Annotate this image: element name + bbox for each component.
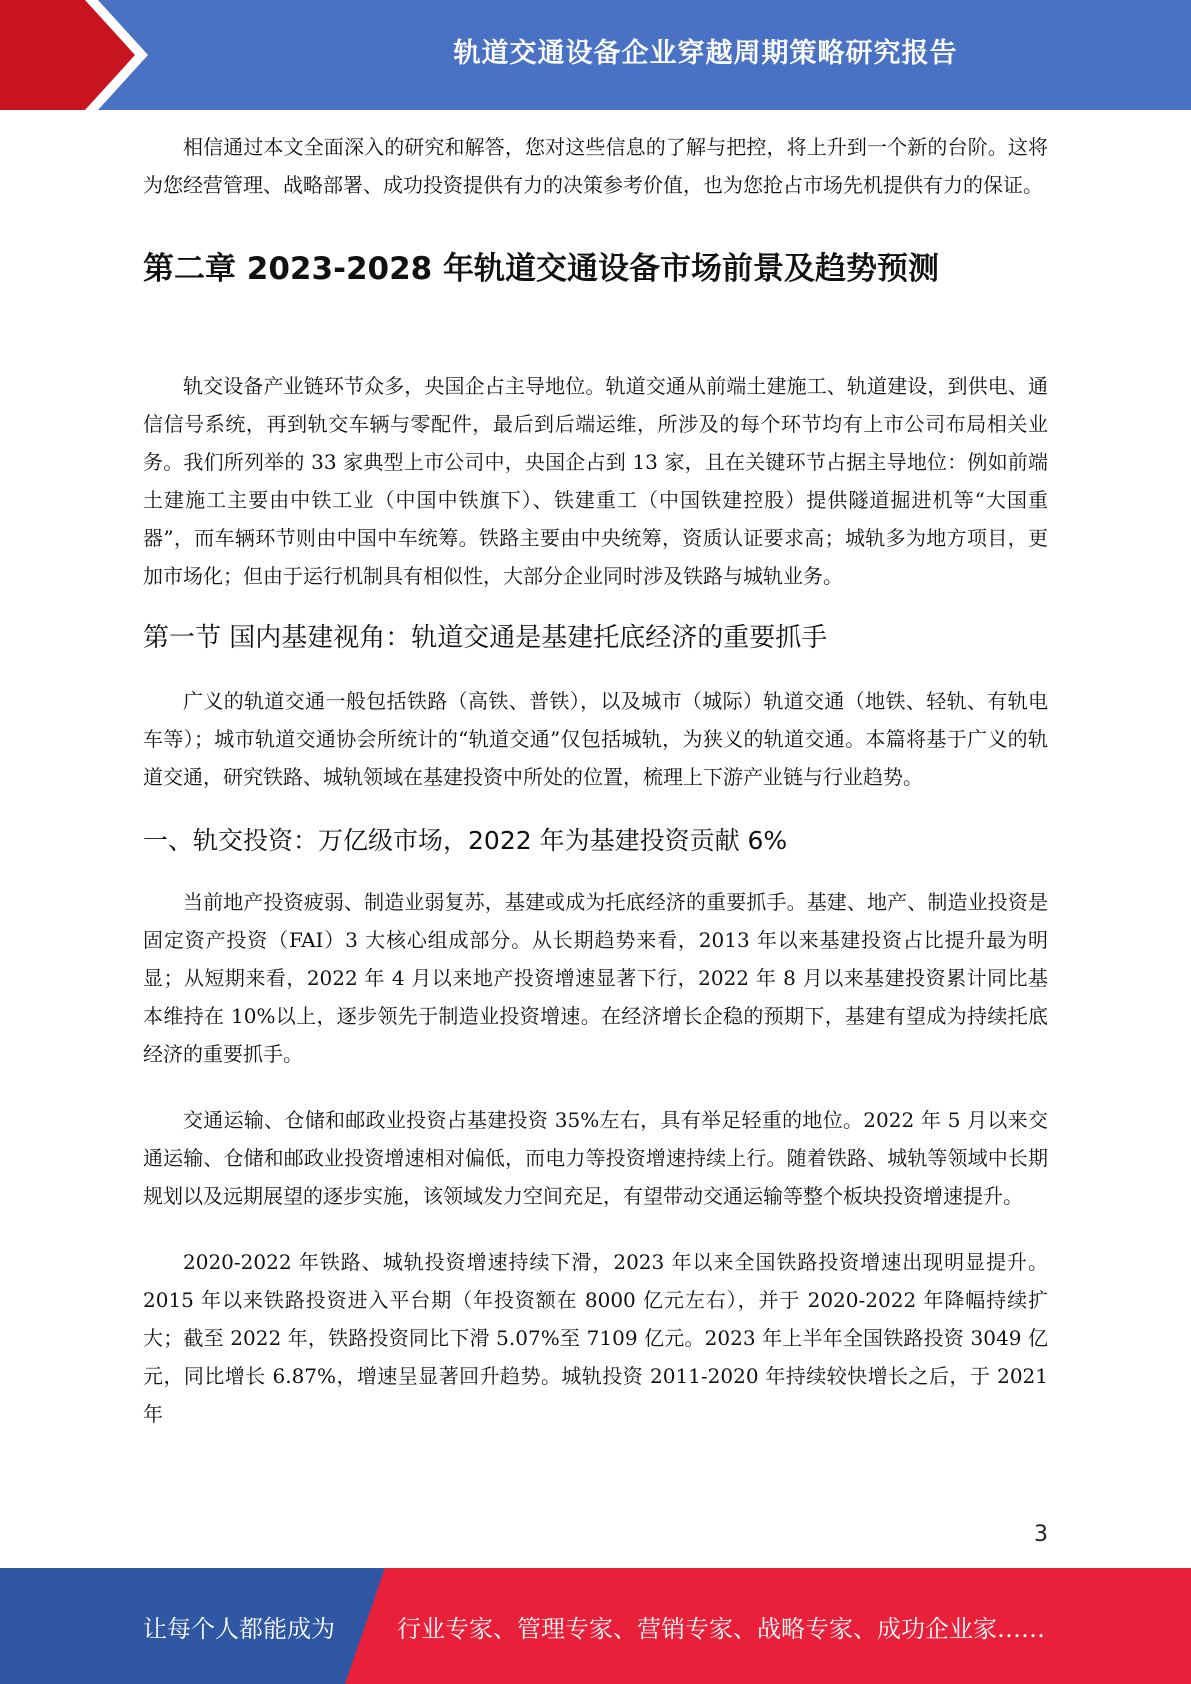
page-header [0,0,1191,110]
section-paragraph: 广义的轨道交通一般包括铁路（高铁、普铁），以及城市（城际）轨道交通（地铁、轻轨、有轨电车等）；城市轨道交通协会所统计的“轨道交通”仅包括城轨，为狭义的轨道交通。本篇将基于广义的轨道交通，研究铁路、城轨领域在基建投资中所处的位置，梳理上下游产业链与行业趋势。 [143,689,1048,789]
subsection-paragraph: 交通运输、仓储和邮政业投资占基建投资 35%左右，具有举足轻重的地位。2022 年 5 月以来交通运输、仓储和邮政业投资增速相对偏低，而电力等投资增速持续上行。随着铁路、城轨等领域中长期规划以及远期展望的逐步实施，该领域发力空间充足，有望带动交通运输等整个板块投资增速提升。 [143,1108,1048,1208]
page-number: 3 [1034,1522,1048,1547]
subsection-paragraph: 2020-2022 年铁路、城轨投资增速持续下滑，2023 年以来全国铁路投资增速出现明显提升。2015 年以来铁路投资进入平台期（年投资额在 8000 亿元左右），并于 2020-2022 年降幅持续扩大；截至 2022 年，铁路投资同比下滑 5.07%至 7109 亿元。2023 年上半年全国铁路投资 3049 亿元，同比增长 6.87%，增速呈显著回升趋势。城轨投资 2011-2020 年持续较快增长之后，于 2021 年 [143,1250,1048,1426]
page-footer [0,1568,1191,1684]
chapter-paragraph: 轨交设备产业链环节众多，央国企占主导地位。轨道交通从前端土建施工、轨道建设，到供电、通信信号系统，再到轨交车辆与零配件，最后到后端运维，所涉及的每个环节均有上市公司布局相关业务。我们所列举的 33 家典型上市公司中，央国企占到 13 家，且在关键环节占据主导地位：例如前端土建施工主要由中铁工业（中国中铁旗下）、铁建重工（中国铁建控股）提供隧道掘进机等“大国重器”，而车辆环节则由中国中车统筹。铁路主要由中央统筹，资质认证要求高；城轨多为地方项目，更加市场化；但由于运行机制具有相似性，大部分企业同时涉及铁路与城轨业务。 [143,374,1048,588]
subsection-paragraph: 当前地产投资疲弱、制造业弱复苏，基建或成为托底经济的重要抓手。基建、地产、制造业投资是固定资产投资（FAI）3 大核心组成部分。从长期趋势来看，2013 年以来基建投资占比提升最为明显；从短期来看，2022 年 4 月以来地产投资增速显著下行，2022 年 8 月以来基建投资累计同比基本维持在 10%以上，逐步领先于制造业投资增速。在经济增长企稳的预期下，基建有望成为持续托底经济的重要抓手。 [143,890,1048,1066]
document-body [143,128,1048,1433]
footer-slogan-left: 让每个人都能成为 [143,1614,335,1643]
subsection-title: 一、轨交投资：万亿级市场，2022 年为基建投资贡献 6% [143,826,788,855]
chapter-title: 第二章 2023-2028 年轨道交通设备市场前景及趋势预测 [143,251,940,287]
header-title: 轨道交通设备企业穿越周期策略研究报告 [453,37,958,69]
intro-paragraph: 相信通过本文全面深入的研究和解答，您对这些信息的了解与把控，将上升到一个新的台阶。这将为您经营管理、战略部署、成功投资提供有力的决策参考价值，也为您抢占市场先机提供有力的保证。 [143,135,1048,197]
section-title: 第一节 国内基建视角：轨道交通是基建托底经济的重要抓手 [143,623,828,653]
footer-slogan-right: 行业专家、管理专家、营销专家、战略专家、成功企业家…… [397,1614,1045,1643]
